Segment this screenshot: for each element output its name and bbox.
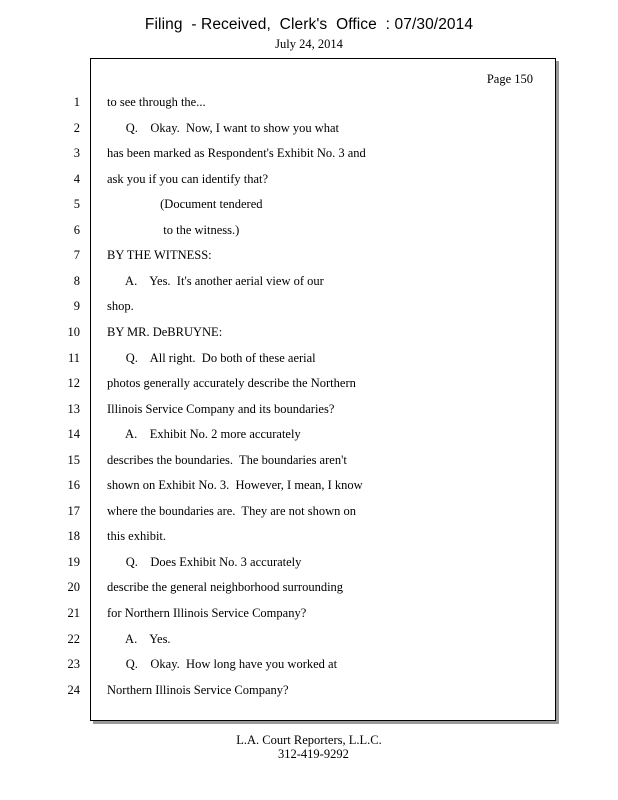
line-number: 3 <box>73 146 80 160</box>
line-number: 16 <box>67 478 80 492</box>
line-number: 23 <box>67 657 80 671</box>
line-text: A. Yes. It's another aerial view of our <box>107 274 324 288</box>
line-text: where the boundaries are. They are not shown on <box>107 504 356 518</box>
line-text: describes the boundaries. The boundaries aren't <box>107 453 347 467</box>
line-text: photos generally accurately describe the Northern <box>107 376 356 390</box>
line-number: 17 <box>67 504 80 518</box>
line-number: 9 <box>73 299 80 313</box>
line-number: 24 <box>67 683 80 697</box>
line-text: this exhibit. <box>107 529 167 543</box>
line-number: 7 <box>73 248 80 262</box>
line-text: has been marked as Respondent's Exhibit No. 3 and <box>107 146 366 160</box>
line-number: 4 <box>73 172 80 186</box>
reporter-phone: 312-419-9292 <box>278 747 349 761</box>
line-text: Q. Does Exhibit No. 3 accurately <box>107 555 302 569</box>
line-text: to the witness.) <box>107 223 240 237</box>
line-number: 5 <box>73 197 80 211</box>
line-text: Q. Okay. Now, I want to show you what <box>107 121 340 135</box>
line-number: 20 <box>67 580 80 594</box>
line-text: BY THE WITNESS: <box>107 248 212 262</box>
line-text: (Document tendered <box>107 197 263 211</box>
line-number: 14 <box>67 427 80 441</box>
line-number: 13 <box>67 402 80 416</box>
line-number: 15 <box>67 453 80 467</box>
line-text: ask you if you can identify that? <box>107 172 269 186</box>
line-text: Q. All right. Do both of these aerial <box>107 351 316 365</box>
line-number: 8 <box>73 274 80 288</box>
line-text: BY MR. DeBRUYNE: <box>107 325 223 339</box>
line-text: describe the general neighborhood surrounding <box>107 580 344 594</box>
line-number: 2 <box>73 121 80 135</box>
line-text: Q. Okay. How long have you worked at <box>107 657 338 671</box>
line-number: 10 <box>67 325 80 339</box>
filing-stamp: Filing - Received, Clerk's Office : 07/30/2014 <box>144 16 474 33</box>
line-text: to see through the... <box>107 95 206 109</box>
line-number: 6 <box>73 223 80 237</box>
line-number: 1 <box>73 95 80 109</box>
line-text: A. Exhibit No. 2 more accurately <box>107 427 301 441</box>
reporter-company: L.A. Court Reporters, L.L.C. <box>236 733 382 747</box>
line-number: 11 <box>67 351 80 365</box>
line-text: A. Yes. <box>107 632 171 646</box>
line-number: 12 <box>67 376 80 390</box>
line-text: shown on Exhibit No. 3. However, I mean, I know <box>107 478 363 492</box>
line-number: 18 <box>67 529 80 543</box>
line-number: 19 <box>67 555 80 569</box>
line-number: 22 <box>67 632 80 646</box>
line-text: Illinois Service Company and its boundaries? <box>107 402 335 416</box>
line-text: for Northern Illinois Service Company? <box>107 606 307 620</box>
line-text: Northern Illinois Service Company? <box>107 683 289 697</box>
line-number: 21 <box>67 606 80 620</box>
line-text: shop. <box>107 299 134 313</box>
page-number: Page 150 <box>486 72 533 86</box>
transcript-date: July 24, 2014 <box>275 37 343 51</box>
